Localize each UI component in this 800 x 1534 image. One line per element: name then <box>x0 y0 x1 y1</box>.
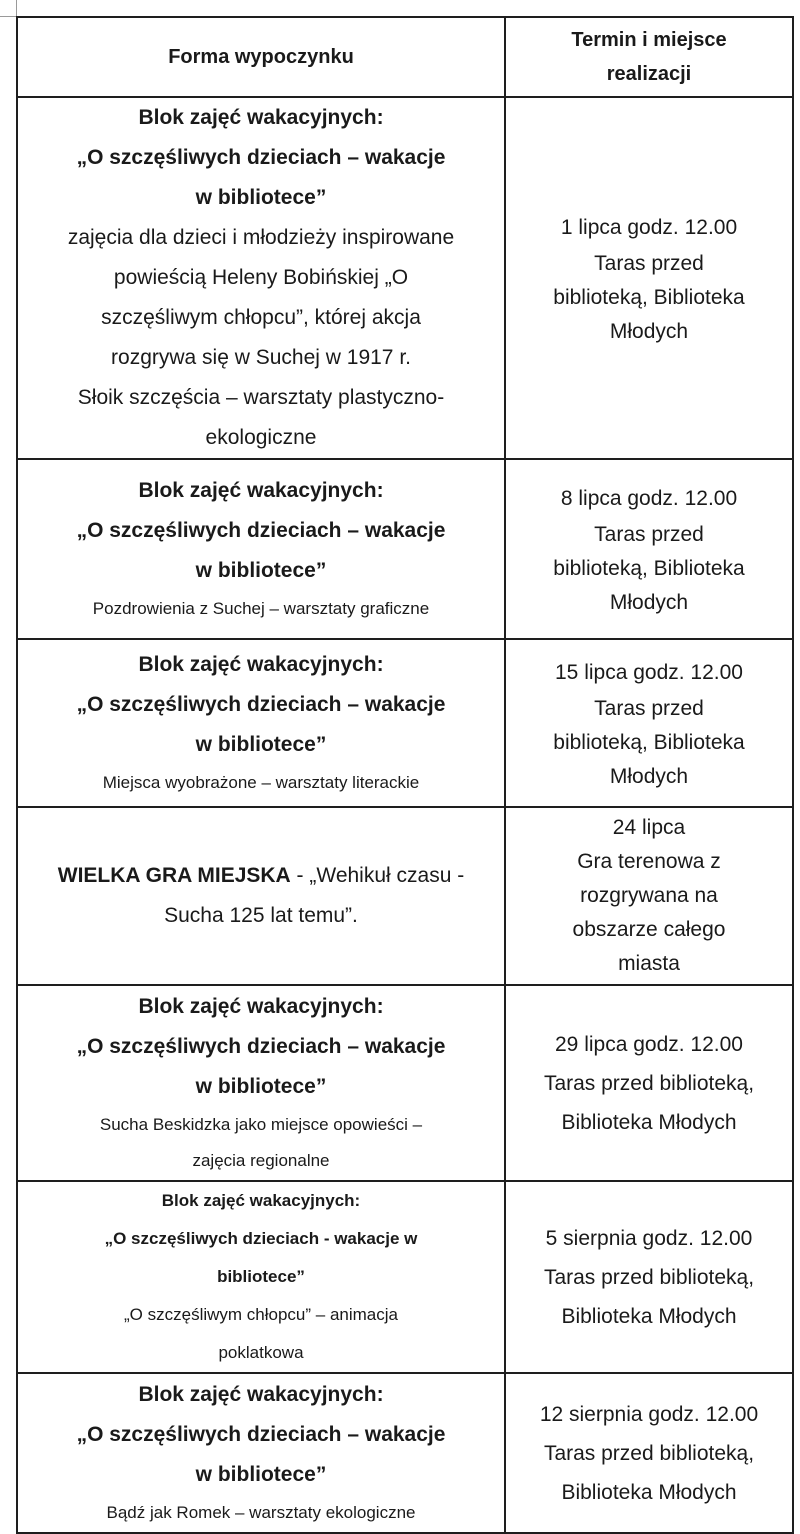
header-form <box>17 17 505 97</box>
city-game-title: WIELKA GRA MIEJSKA <box>57 864 291 887</box>
table-row <box>17 639 793 807</box>
header-date-place: Termin i miejsce realizacji <box>505 17 793 97</box>
table-row <box>17 459 793 639</box>
table-row <box>17 1373 793 1533</box>
table-row <box>17 807 793 985</box>
row-4-form: WIELKA GRA MIEJSKA - „Wehikuł czasu - Sucha 125 lat temu”. <box>17 807 505 985</box>
row-3-date-place: 15 lipca godz. 12.00 Taras przed biblioteką, Biblioteka Młodych <box>505 639 793 807</box>
row-4-date-place: 24 lipca Gra terenowa z rozgrywana na obszarze całego miasta <box>505 807 793 985</box>
row-1-date-place: 1 lipca godz. 12.00 Taras przed biblioteką, Biblioteka Młodych <box>505 97 793 459</box>
row-6-form: Blok zajęć wakacyjnych: „O szczęśliwych dzieciach - wakacje w bibliotece” „O szczęśliwym chłopcu” – animacja poklatkowa <box>17 1181 505 1373</box>
header-form-label: Forma wypoczynku <box>168 46 354 68</box>
schedule-table <box>16 16 794 1534</box>
row-1-form: Blok zajęć wakacyjnych: „O szczęśliwych dzieciach – wakacje w bibliotece” zajęcia dla dzieci i młodzieży inspirowane powieścią Heleny Bobińskiej „O szczęśliwym chłopcu”, której akcja rozgrywa się w Suchej w 1917 r. Słoik szczęścia – warsztaty plastyczno- ekologiczne <box>17 97 505 459</box>
row-5-form: Blok zajęć wakacyjnych: „O szczęśliwych dzieciach – wakacje w bibliotece” Sucha Beskidzka jako miejsce opowieści – zajęcia regionalne <box>17 985 505 1181</box>
row-7-date-place: 12 sierpnia godz. 12.00 Taras przed biblioteką, Biblioteka Młodych <box>505 1373 793 1533</box>
row-3-form: Blok zajęć wakacyjnych: „O szczęśliwych dzieciach – wakacje w bibliotece” Miejsca wyobrażone – warsztaty literackie <box>17 639 505 807</box>
table-header-row <box>17 17 793 97</box>
row-5-date-place: 29 lipca godz. 12.00 Taras przed biblioteką, Biblioteka Młodych <box>505 985 793 1181</box>
row-2-form: Blok zajęć wakacyjnych: „O szczęśliwych dzieciach – wakacje w bibliotece” Pozdrowienia z Suchej – warsztaty graficzne <box>17 459 505 639</box>
table-row <box>17 1181 793 1373</box>
row-2-date-place: 8 lipca godz. 12.00 Taras przed biblioteką, Biblioteka Młodych <box>505 459 793 639</box>
page-corner-mark <box>0 0 17 17</box>
table-row <box>17 97 793 459</box>
row-7-form: Blok zajęć wakacyjnych: „O szczęśliwych dzieciach – wakacje w bibliotece” Bądź jak Romek – warsztaty ekologiczne <box>17 1373 505 1533</box>
table-row <box>17 985 793 1181</box>
row-6-date-place: 5 sierpnia godz. 12.00 Taras przed biblioteką, Biblioteka Młodych <box>505 1181 793 1373</box>
